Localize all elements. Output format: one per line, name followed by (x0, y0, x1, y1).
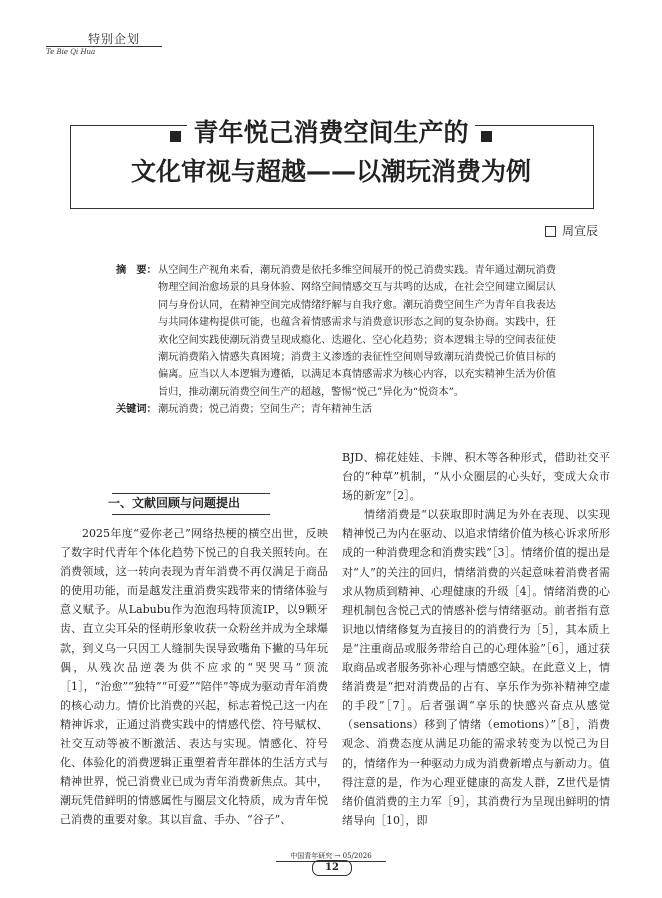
square-bullet-icon (170, 131, 181, 142)
body-paragraph: BJD、棉花娃娃、卡牌、积木等各种形式，借助社交平台的“种草”机制，“从小众圈层的心头好，变成大众市场的新宠”［2］。 (342, 451, 610, 503)
body-paragraph: 情绪消费是“以获取即时满足为外在表现、以实现精神悦己为内在驱动、以追求情绪价值为核心诉求所形成的一种消费理念和消费实践”［3］。情绪价值的提出是对“人”的关注的回归，情绪消费的兴起意味着消费者需求从物质到精神、心理健康的升级［4］。情绪消费的心理机制包含悦己式的情感补偿与情绪驱动。前者指有意识地以情绪修复为直接目的的消费行为［5］，其本质上是“注重商品或服务带给自己的心理体验”［6］，通过获取商品或者服务弥补心理与情感空缺。在此意义上，情绪消费是“把对消费品的占有、享乐作为弥补精神空虚的手段”［7］。后者强调“享乐的快感兴奋点从感觉（sensations）移到了情绪（emotions）”［8］，消费观念、消费态度从满足功能的需求转变为以悦己为目的，情绪作为一种驱动力成为消费新增点与新动力。值得注意的是，作为心理亚健康的高发人群，Z世代是情绪价值消费的主力军［9］，其消费行为呈现出鲜明的情绪导向［10］，即 (342, 508, 610, 827)
author-box-icon (545, 226, 556, 237)
body-right-column (342, 448, 610, 830)
title-line1: 青年悦己消费空间生产的 (187, 118, 474, 147)
column-divider (46, 46, 162, 47)
abstract-label: 摘 要： (116, 264, 157, 276)
keywords-text: 潮玩消费；悦己消费；空间生产；青年精神生活 (158, 404, 372, 416)
column-title: 特别企划 (88, 32, 141, 46)
body-paragraph: 2025年度“爱你老己”网络热梗的横空出世，反映了数字时代青年个体化趋势下悦己的自我关照转向。在消费领域，这一转向表现为青年消费不再仅满足于商品的使用功能，而是越发注重消费实践带来的情绪体验与意义赋予。从Labubu作为泡泡玛特顶流IP，以9颗牙齿、直立尖耳朵的怪萌形象收获一众粉丝并成为全球爆款，到义乌一只因工人缝制失误导致嘴角下撇的马年玩偶，从残次品逆袭为供不应求的“哭哭马”顶流［1］，“治愈”“独特”“可爱”“陪伴”等成为驱动青年消费的核心动力。情价比消费的兴起，标志着悦己这一内在精神诉求，正通过消费实践中的情感代偿、符号赋权、社交互动等被不断激活、表达与实现。情感化、符号化、体验化的消费逻辑正重塑着青年群体的生活方式与精神世界，悦己消费业已成为青年消费新焦点。其中，潮玩凭借鲜明的情感属性与圈层文化特质，成为青年悦己消费的重要对象。其以盲盒、手办、“谷子”、 (60, 527, 328, 827)
section-number: 一、 (108, 496, 133, 510)
author-name: 周宣辰 (561, 224, 598, 238)
section-heading (108, 494, 240, 511)
abstract-block (116, 262, 556, 419)
square-bullet-icon (481, 131, 492, 142)
footer-journal-text: 中国青年研究 → 05/2026 (290, 852, 372, 860)
abstract-text: 从空间生产视角来看，潮玩消费是依托多维空间展开的悦己消费实践。青年通过潮玩消费物理空间治愈场景的具身体验、网络空间情感交互与共鸣的达成，在社会空间建立圈层认同与身份认同，在精神空间完成情绪纾解与自我疗愈。潮玩消费空间生产为青年自我表达与共同体建构提供可能，也蕴含着情感需求与消费意识形态之间的复杂协商。实践中，狂欢化空间实践使潮玩消费呈现成瘾化、迭避化、空心化趋势；资本逻辑主导的空间表征使潮玩消费陷入情感失真困境；消费主义渗透的表征性空间则导致潮玩消费悦己价值目标的偏离。应当以人本逻辑为遵循，以满足本真情感需求为核心内容，以充实精神生活为价值旨归，推动潮玩消费空间生产的超越，警惕“悦己”异化为“悦资本”。 (158, 265, 556, 398)
author-line (545, 222, 598, 239)
title-line1-wrap (0, 113, 662, 149)
keywords-label: 关键词： (116, 403, 157, 416)
column-pinyin: Te Bie Qi Hua (46, 48, 96, 56)
body-left-column (60, 524, 328, 830)
title-line2: 文化审视与超越——以潮玩消费为例 (130, 157, 531, 186)
section-title: 文献回顾与问题提出 (132, 496, 241, 510)
page-number: 12 (312, 860, 352, 876)
